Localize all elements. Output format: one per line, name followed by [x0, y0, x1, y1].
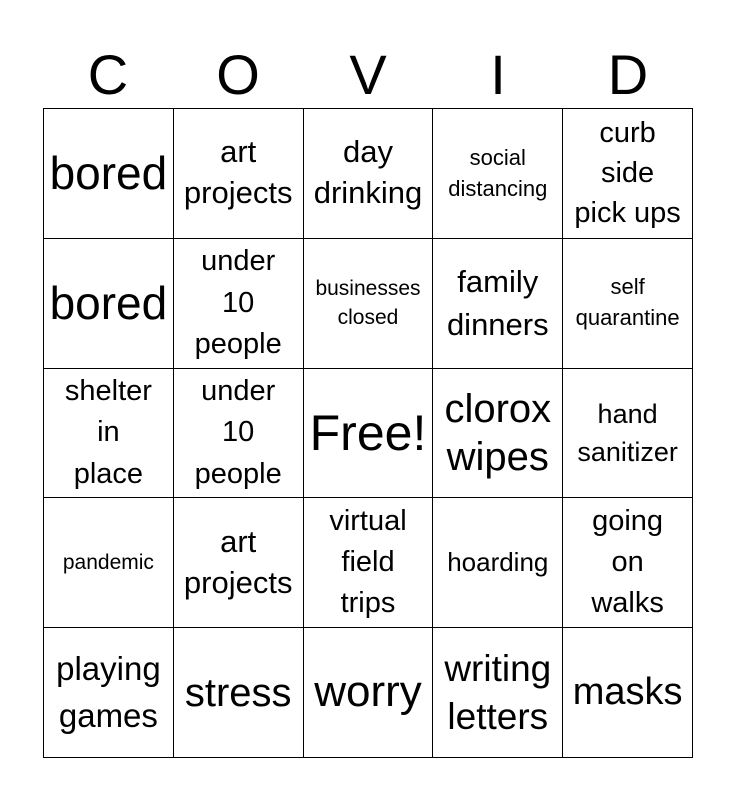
bingo-cell-r4c1[interactable]	[44, 498, 174, 628]
header-letter-d: D	[607, 43, 649, 106]
cell-label: curb side pick ups	[574, 117, 681, 230]
cell-label: stress	[184, 670, 292, 715]
bingo-cell-r1c4[interactable]	[433, 109, 563, 239]
bingo-cell-r2c1[interactable]	[44, 239, 174, 369]
cell-label: hand sanitizer	[577, 398, 678, 467]
cell-label: art projects	[183, 523, 293, 600]
cell-label: self quarantine	[575, 274, 680, 331]
bingo-cell-r3c4[interactable]	[433, 369, 563, 499]
bingo-cell-r4c5[interactable]	[563, 498, 693, 628]
cell-label: pandemic	[62, 551, 154, 575]
cell-label: businesses closed	[315, 276, 421, 330]
bingo-cell-r1c3[interactable]	[304, 109, 434, 239]
cell-label: under 10 people	[194, 245, 282, 360]
bingo-header	[43, 42, 693, 108]
bingo-cell-r5c1[interactable]	[44, 628, 174, 758]
cell-label: shelter in place	[64, 375, 152, 490]
cell-label: playing games	[56, 650, 161, 734]
header-letter-v: V	[349, 43, 387, 106]
bingo-cell-r5c4[interactable]	[433, 628, 563, 758]
bingo-cell-free[interactable]	[304, 369, 434, 499]
cell-label: worry	[314, 667, 422, 717]
cell-label: writing letters	[444, 647, 552, 737]
bingo-cell-r2c2[interactable]	[174, 239, 304, 369]
bingo-cell-r4c4[interactable]	[433, 498, 563, 628]
bingo-cell-r1c1[interactable]	[44, 109, 174, 239]
bingo-board	[43, 108, 693, 758]
cell-label: virtual field trips	[329, 505, 407, 620]
cell-label: clorox wipes	[444, 386, 552, 479]
bingo-cell-r5c2[interactable]	[174, 628, 304, 758]
bingo-cell-r5c3[interactable]	[304, 628, 434, 758]
cell-label: art projects	[183, 134, 293, 211]
bingo-cell-r1c2[interactable]	[174, 109, 304, 239]
bingo-cell-r5c5[interactable]	[563, 628, 693, 758]
cell-label: bored	[49, 276, 168, 329]
bingo-cell-r2c3[interactable]	[304, 239, 434, 369]
cell-label: bored	[49, 146, 168, 199]
header-letter-i: I	[490, 43, 506, 106]
cell-label: masks	[572, 670, 683, 713]
bingo-cell-r4c2[interactable]	[174, 498, 304, 628]
bingo-cell-r4c3[interactable]	[304, 498, 434, 628]
free-space-label: Free!	[309, 404, 427, 461]
cell-label: under 10 people	[194, 375, 282, 490]
bingo-cell-r2c5[interactable]	[563, 239, 693, 369]
header-letter-o: O	[216, 43, 260, 106]
cell-label: social distancing	[448, 144, 548, 202]
bingo-cell-r3c5[interactable]	[563, 369, 693, 499]
bingo-cell-r3c2[interactable]	[174, 369, 304, 499]
bingo-cell-r3c1[interactable]	[44, 369, 174, 499]
header-letter-c: C	[87, 43, 129, 106]
cell-label: going on walks	[591, 505, 664, 620]
cell-label: hoarding	[447, 547, 549, 578]
bingo-cell-r1c5[interactable]	[563, 109, 693, 239]
cell-label: family dinners	[446, 263, 549, 343]
cell-label: day drinking	[313, 134, 423, 211]
bingo-cell-r2c4[interactable]	[433, 239, 563, 369]
